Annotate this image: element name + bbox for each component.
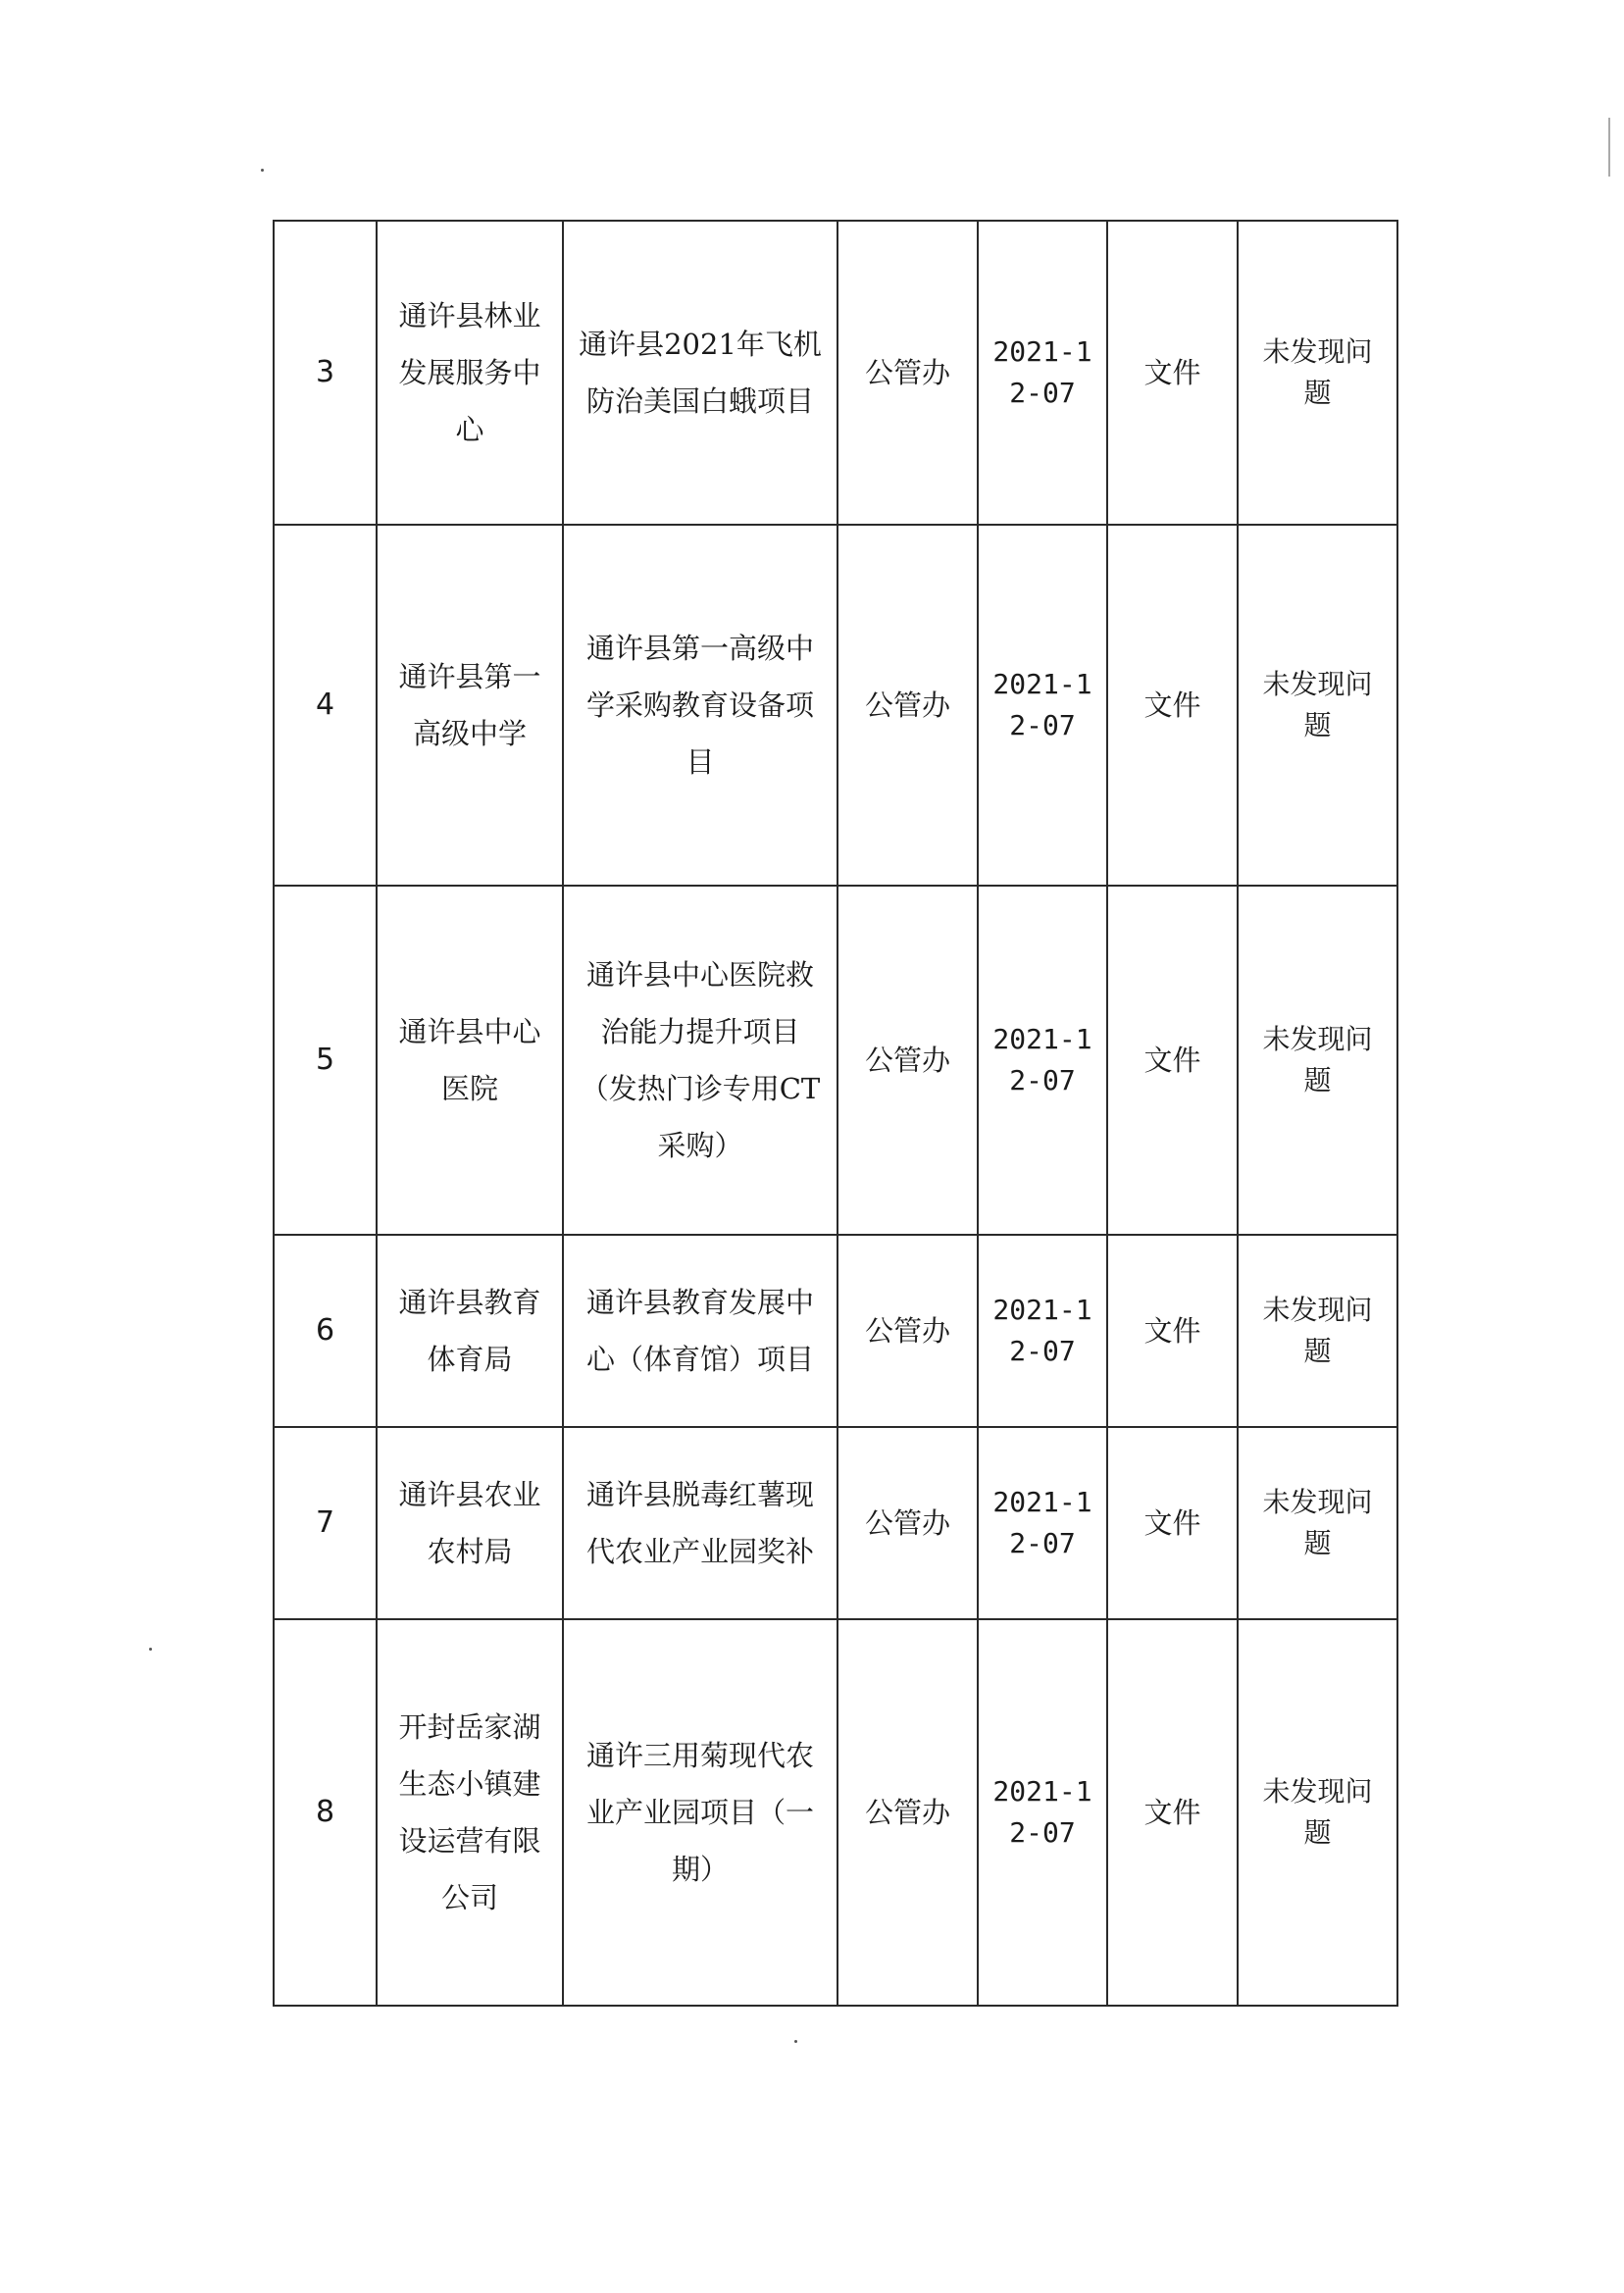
row-number: 8 xyxy=(274,1619,377,2006)
review-result: 未发现问题 xyxy=(1238,1427,1397,1619)
unit-name-text: 通许县教育体育局 xyxy=(398,1286,541,1376)
table-row xyxy=(274,221,1397,525)
project-name xyxy=(563,1427,837,1619)
table-row xyxy=(274,1235,1397,1427)
reviewer: 公管办 xyxy=(837,1619,978,2006)
scan-speck xyxy=(1608,118,1610,177)
review-result: 未发现问题 xyxy=(1238,886,1397,1235)
row-number: 7 xyxy=(274,1427,377,1619)
unit-name xyxy=(377,1427,563,1619)
row-number: 3 xyxy=(274,221,377,525)
review-type: 文件 xyxy=(1107,525,1238,886)
review-date: 2021-12-07 xyxy=(978,221,1107,525)
scan-speck xyxy=(794,2040,797,2043)
project-name xyxy=(563,525,837,886)
reviewer: 公管办 xyxy=(837,221,978,525)
table-row xyxy=(274,525,1397,886)
row-number: 5 xyxy=(274,886,377,1235)
table-row xyxy=(274,886,1397,1235)
project-name-text: 通许县脱毒红薯现代农业产业园奖补 xyxy=(585,1478,814,1568)
project-name xyxy=(563,221,837,525)
unit-name xyxy=(377,886,563,1235)
unit-name xyxy=(377,525,563,886)
project-name-text: 通许县教育发展中心（体育馆）项目 xyxy=(585,1286,814,1376)
project-name-text: 通许县中心医院救治能力提升项目（发热门诊专用CT采购） xyxy=(580,958,821,1162)
review-records-table xyxy=(273,220,1398,2007)
reviewer: 公管办 xyxy=(837,1235,978,1427)
review-result: 未发现问题 xyxy=(1238,221,1397,525)
reviewer: 公管办 xyxy=(837,886,978,1235)
row-number: 6 xyxy=(274,1235,377,1427)
review-result: 未发现问题 xyxy=(1238,1619,1397,2006)
project-name-text: 通许三用菊现代农业产业园项目（一期） xyxy=(585,1739,814,1886)
scan-speck xyxy=(261,169,264,172)
unit-name-text: 开封岳家湖生态小镇建设运营有限公司 xyxy=(398,1710,541,1914)
table-row xyxy=(274,1427,1397,1619)
unit-name xyxy=(377,1619,563,2006)
review-date: 2021-12-07 xyxy=(978,525,1107,886)
reviewer: 公管办 xyxy=(837,525,978,886)
unit-name-text: 通许县中心医院 xyxy=(398,1015,541,1105)
project-name xyxy=(563,886,837,1235)
unit-name-text: 通许县第一高级中学 xyxy=(398,660,541,750)
review-result: 未发现问题 xyxy=(1238,1235,1397,1427)
review-date: 2021-12-07 xyxy=(978,1427,1107,1619)
review-result: 未发现问题 xyxy=(1238,525,1397,886)
review-type: 文件 xyxy=(1107,1427,1238,1619)
unit-name-text: 通许县林业发展服务中心 xyxy=(398,299,541,446)
project-name xyxy=(563,1235,837,1427)
reviewer: 公管办 xyxy=(837,1427,978,1619)
review-date: 2021-12-07 xyxy=(978,1235,1107,1427)
project-name-text: 通许县2021年飞机防治美国白蛾项目 xyxy=(579,328,822,418)
project-name-text: 通许县第一高级中学采购教育设备项目 xyxy=(585,632,814,779)
review-type: 文件 xyxy=(1107,1619,1238,2006)
review-date: 2021-12-07 xyxy=(978,1619,1107,2006)
row-number: 4 xyxy=(274,525,377,886)
project-name xyxy=(563,1619,837,2006)
review-type: 文件 xyxy=(1107,886,1238,1235)
scan-speck xyxy=(149,1648,152,1651)
review-date: 2021-12-07 xyxy=(978,886,1107,1235)
review-type: 文件 xyxy=(1107,1235,1238,1427)
unit-name xyxy=(377,221,563,525)
table-row xyxy=(274,1619,1397,2006)
review-type: 文件 xyxy=(1107,221,1238,525)
unit-name-text: 通许县农业农村局 xyxy=(398,1478,541,1568)
unit-name xyxy=(377,1235,563,1427)
